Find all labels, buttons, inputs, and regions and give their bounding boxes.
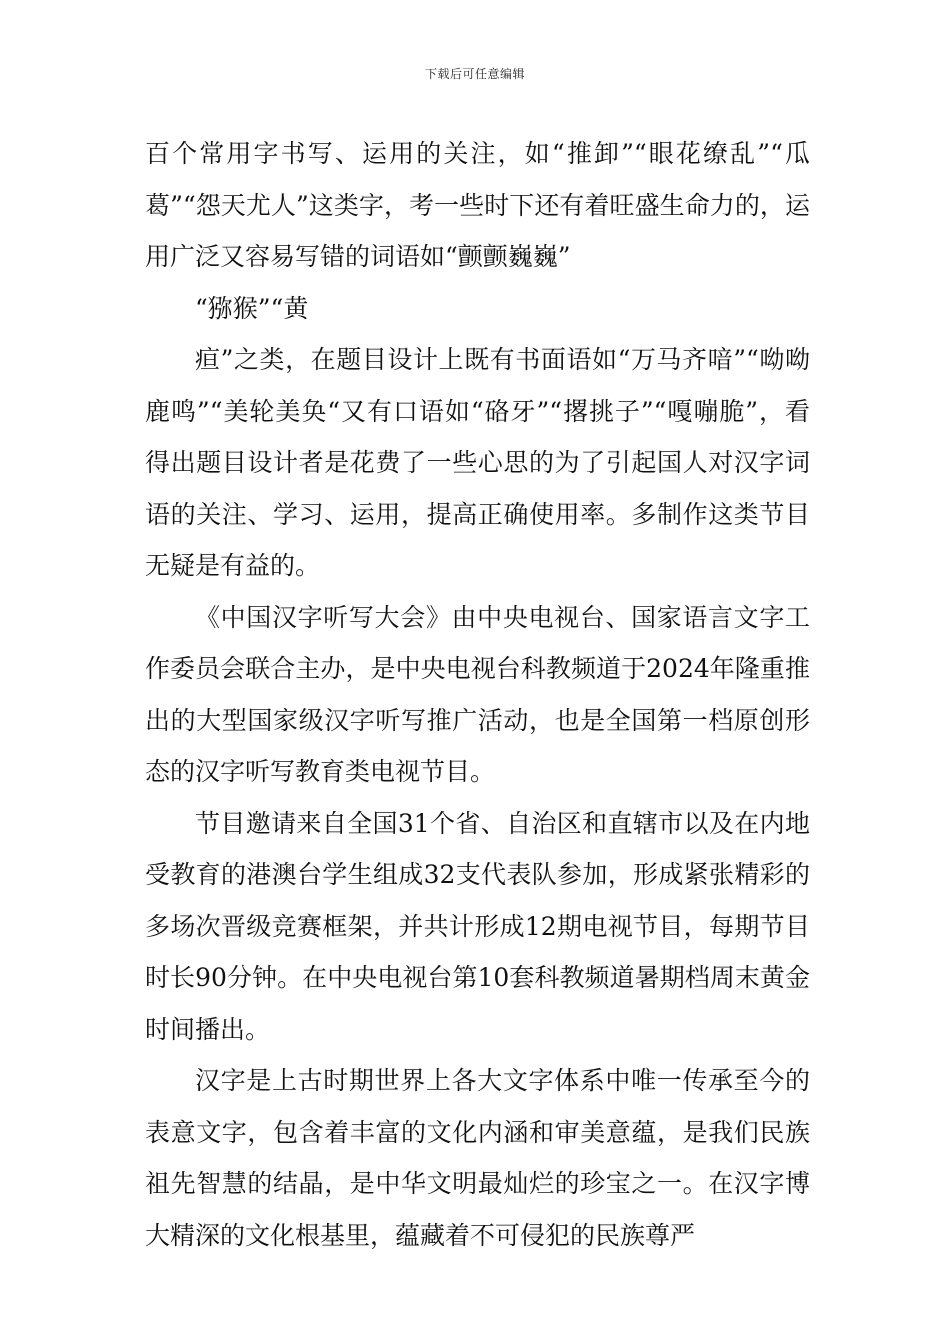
paragraph-6: 汉字是上古时期世界上各大文字体系中唯一传承至今的表意文字，包含着丰富的文化内涵和审美意蕴，是我们民族祖先智慧的结晶，是中华文明最灿烂的珍宝之一。在汉字博大精深的文化根基里，蕴藏着不可侵犯的民族尊严: [145, 1066, 810, 1250]
paragraph-2: “猕猴”“黄: [195, 293, 309, 323]
document-body: [145, 128, 810, 1261]
paragraph-4: 《中国汉字听写大会》由中央电视台、国家语言文字工作委员会联合主办，是中央电视台科教频道于2024年隆重推出的大型国家级汉字听写推广活动，也是全国第一档原创形态的汉字听写教育类电视节目。: [145, 602, 810, 786]
paragraph-5: 节目邀请来自全国31个省、自治区和直辖市以及在内地受教育的港澳台学生组成32支代表队参加，形成紧张精彩的多场次晋级竞赛框架，并共计形成12期电视节目，每期节目时长90分钟。在中央电视台第10套科教频道暑期档周末黄金时间播出。: [145, 808, 810, 1044]
page-header: 下载后可任意编辑: [424, 67, 525, 81]
paragraph-3: 疸”之类，在题目设计上既有书面语如“万马齐喑”“呦呦鹿鸣”“美轮美奂“又有口语如“硌牙”“撂挑子”“嘎嘣脆”，看得出题目设计者是花费了一些心思的为了引起国人对汉字词语的关注、学习、运用，提高正确使用率。多制作这类节目无疑是有益的。: [145, 345, 810, 580]
paragraph-1: 百个常用字书写、运用的关注，如“推卸”“眼花缭乱”“瓜葛”“怨天尤人”这类字，考一些时下还有着旺盛生命力的，运用广泛又容易写错的词语如“颤颤巍巍”: [145, 139, 810, 271]
